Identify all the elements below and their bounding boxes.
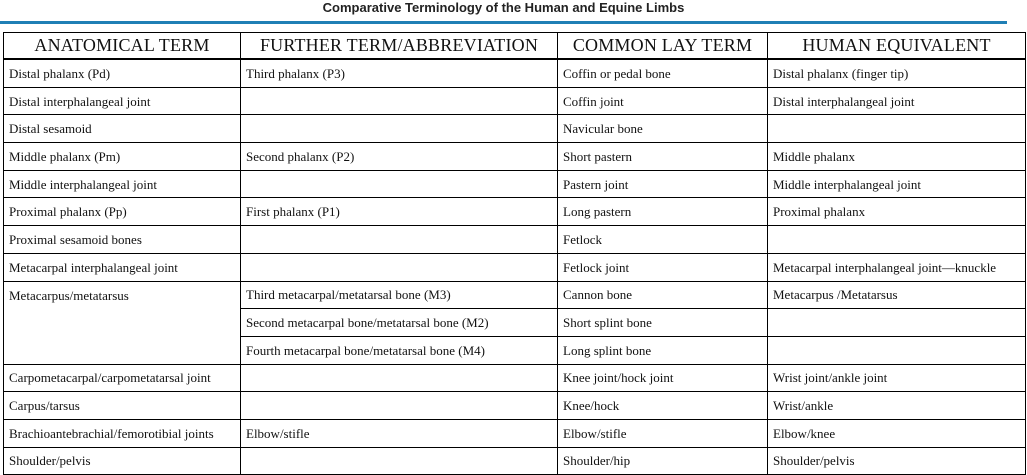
cell-further-term: Third metacarpal/metatarsal bone (M3) [241, 281, 558, 309]
header-further-term: FURTHER TERM/ABBREVIATION [241, 33, 558, 60]
cell-human-equivalent: Shoulder/pelvis [768, 447, 1026, 475]
cell-human-equivalent: Elbow/knee [768, 419, 1026, 447]
table-row [4, 198, 1026, 226]
cell-further-term: Third phalanx (P3) [241, 59, 558, 87]
cell-human-equivalent [768, 336, 1026, 364]
cell-common-lay-term: Short splint bone [558, 309, 768, 337]
cell-further-term: Fourth metacarpal bone/metatarsal bone (M4) [241, 336, 558, 364]
table-row [4, 87, 1026, 115]
table-row [4, 170, 1026, 198]
cell-further-term [241, 253, 558, 281]
table-caption: Comparative Terminology of the Human and Equine Limbs [322, 0, 685, 15]
cell-human-equivalent [768, 226, 1026, 254]
table-row [4, 392, 1026, 420]
cell-common-lay-term: Knee joint/hock joint [558, 364, 768, 392]
cell-anatomical-term: Middle phalanx (Pm) [4, 143, 241, 171]
cell-human-equivalent: Distal phalanx (finger tip) [768, 59, 1026, 87]
cell-anatomical-term: Distal interphalangeal joint [4, 87, 241, 115]
table-row [4, 115, 1026, 143]
cell-anatomical-term: Distal sesamoid [4, 115, 241, 143]
cell-common-lay-term: Cannon bone [558, 281, 768, 309]
cell-human-equivalent: Middle phalanx [768, 143, 1026, 171]
table-row [4, 281, 1026, 309]
cell-anatomical-term: Shoulder/pelvis [4, 447, 241, 475]
cell-common-lay-term: Pastern joint [558, 170, 768, 198]
cell-anatomical-term: Proximal phalanx (Pp) [4, 198, 241, 226]
cell-human-equivalent [768, 309, 1026, 337]
caption-rule [0, 21, 1007, 24]
table-row [4, 59, 1026, 87]
cell-anatomical-term: Metacarpus/metatarsus [4, 281, 241, 364]
cell-further-term [241, 392, 558, 420]
cell-further-term: Second metacarpal bone/metatarsal bone (M2) [241, 309, 558, 337]
cell-common-lay-term: Fetlock joint [558, 253, 768, 281]
cell-anatomical-term: Metacarpal interphalangeal joint [4, 253, 241, 281]
cell-common-lay-term: Knee/hock [558, 392, 768, 420]
cell-anatomical-term: Proximal sesamoid bones [4, 226, 241, 254]
cell-common-lay-term: Elbow/stifle [558, 419, 768, 447]
cell-human-equivalent: Metacarpus /Metatarsus [768, 281, 1026, 309]
table-row [4, 226, 1026, 254]
terminology-table [3, 32, 1026, 475]
cell-anatomical-term: Carpometacarpal/carpometatarsal joint [4, 364, 241, 392]
cell-common-lay-term: Long splint bone [558, 336, 768, 364]
table-row [4, 447, 1026, 475]
cell-common-lay-term: Long pastern [558, 198, 768, 226]
cell-human-equivalent: Middle interphalangeal joint [768, 170, 1026, 198]
cell-common-lay-term: Coffin or pedal bone [558, 59, 768, 87]
cell-further-term [241, 226, 558, 254]
header-human-equivalent: HUMAN EQUIVALENT [768, 33, 1026, 60]
cell-further-term: Second phalanx (P2) [241, 143, 558, 171]
cell-common-lay-term: Navicular bone [558, 115, 768, 143]
table-row [4, 143, 1026, 171]
table-row [4, 253, 1026, 281]
cell-anatomical-term: Brachioantebrachial/femorotibial joints [4, 419, 241, 447]
table-row [4, 364, 1026, 392]
cell-further-term [241, 87, 558, 115]
cell-human-equivalent: Proximal phalanx [768, 198, 1026, 226]
cell-common-lay-term: Short pastern [558, 143, 768, 171]
header-common-lay-term: COMMON LAY TERM [558, 33, 768, 60]
cell-common-lay-term: Fetlock [558, 226, 768, 254]
cell-further-term [241, 170, 558, 198]
cell-common-lay-term: Shoulder/hip [558, 447, 768, 475]
cell-further-term [241, 364, 558, 392]
cell-further-term: First phalanx (P1) [241, 198, 558, 226]
cell-human-equivalent: Metacarpal interphalangeal joint—knuckle [768, 253, 1026, 281]
cell-human-equivalent: Wrist/ankle [768, 392, 1026, 420]
cell-anatomical-term: Middle interphalangeal joint [4, 170, 241, 198]
cell-anatomical-term: Distal phalanx (Pd) [4, 59, 241, 87]
cell-further-term [241, 115, 558, 143]
cell-common-lay-term: Coffin joint [558, 87, 768, 115]
cell-further-term: Elbow/stifle [241, 419, 558, 447]
header-row [4, 33, 1026, 60]
table-row [4, 419, 1026, 447]
cell-human-equivalent: Distal interphalangeal joint [768, 87, 1026, 115]
cell-human-equivalent: Wrist joint/ankle joint [768, 364, 1026, 392]
cell-further-term [241, 447, 558, 475]
cell-anatomical-term: Carpus/tarsus [4, 392, 241, 420]
cell-human-equivalent [768, 115, 1026, 143]
header-anatomical-term: ANATOMICAL TERM [4, 33, 241, 60]
